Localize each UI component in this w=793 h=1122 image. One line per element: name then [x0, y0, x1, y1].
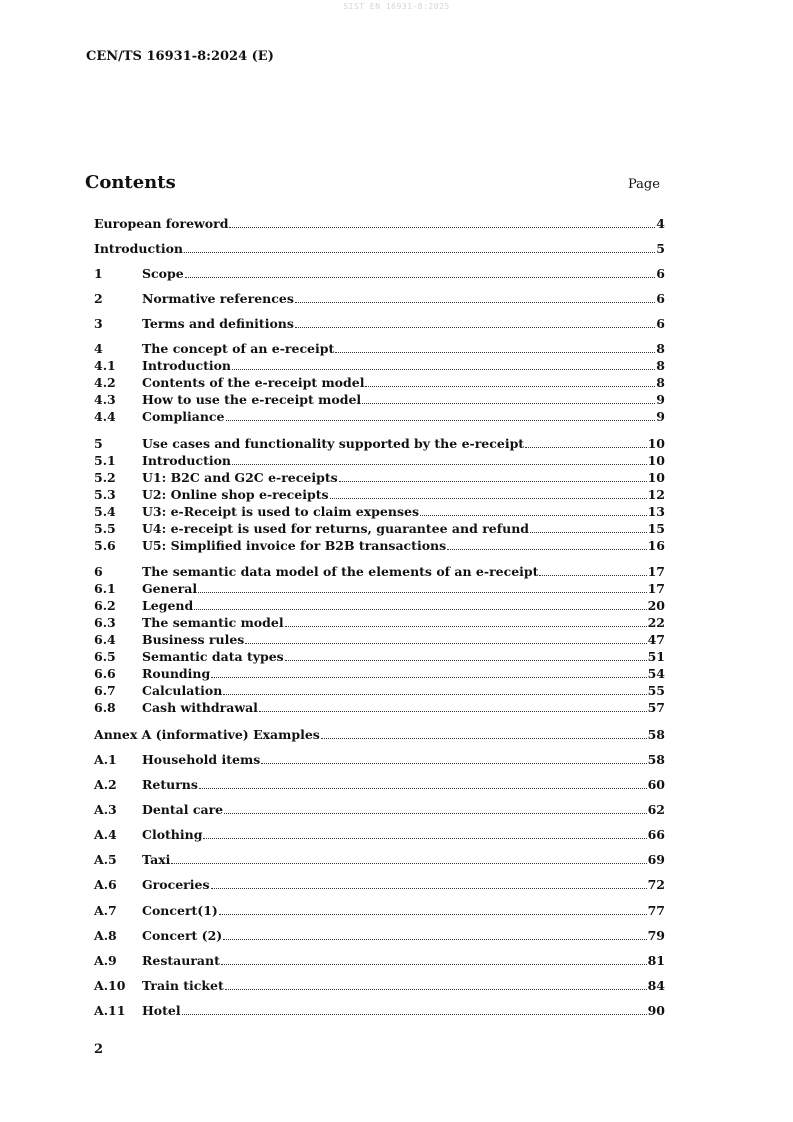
contents-heading: Contents [85, 172, 176, 193]
toc-dot-leader [194, 609, 646, 610]
toc-entry-number: 6.5 [94, 649, 116, 664]
toc-entry-title: Semantic data types [142, 649, 284, 664]
toc-entry-title: The concept of an e-receipt [142, 341, 335, 356]
toc-entry[interactable] [94, 598, 665, 614]
toc-entry-title: Clothing [142, 827, 203, 842]
toc-entry-title: U5: Simplified invoice for B2B transactions [142, 538, 447, 553]
toc-dot-leader [259, 711, 647, 712]
toc-entry[interactable] [94, 727, 665, 743]
toc-entry[interactable] [94, 358, 665, 374]
toc-entry-number: 5.6 [94, 538, 116, 553]
toc-dot-leader [223, 939, 646, 940]
toc-entry-number: 4.3 [94, 392, 116, 407]
toc-entry[interactable] [94, 700, 665, 716]
toc-entry[interactable] [94, 1003, 665, 1019]
toc-dot-leader [447, 549, 646, 550]
toc-entry[interactable] [94, 632, 665, 648]
toc-entry[interactable] [94, 375, 665, 391]
toc-dot-leader [219, 914, 647, 915]
toc-entry-title: Hotel [142, 1003, 181, 1018]
toc-entry[interactable] [94, 777, 665, 793]
toc-entry-page: 54 [647, 666, 665, 681]
toc-dot-leader [420, 515, 647, 516]
toc-entry-page: 90 [647, 1003, 665, 1018]
toc-entry-number: 5 [94, 436, 103, 451]
toc-entry-title: Business rules [142, 632, 245, 647]
toc-entry[interactable] [94, 877, 665, 893]
toc-entry-page: 51 [647, 649, 665, 664]
watermark-text: SIST EN 16931-8:2025 [343, 2, 450, 11]
toc-entry[interactable] [94, 392, 665, 408]
toc-entry-page: 58 [647, 752, 665, 767]
toc-entry-number: 5.3 [94, 487, 116, 502]
toc-entry[interactable] [94, 470, 665, 486]
toc-dot-leader [226, 420, 656, 421]
toc-entry-number: A.9 [94, 953, 117, 968]
toc-entry-title: Household items [142, 752, 261, 767]
toc-entry-title: Dental care [142, 802, 224, 817]
toc-entry-number: 3 [94, 316, 103, 331]
toc-entry[interactable] [94, 453, 665, 469]
toc-dot-leader [285, 626, 647, 627]
toc-entry-number: 6.3 [94, 615, 116, 630]
toc-entry-page: 66 [647, 827, 665, 842]
toc-entry-page: 6 [656, 266, 665, 281]
toc-dot-leader [539, 575, 646, 576]
toc-entry-page: 55 [647, 683, 665, 698]
toc-dot-leader [221, 964, 647, 965]
toc-entry-page: 6 [656, 291, 665, 306]
page-column-label: Page [628, 177, 660, 192]
toc-entry[interactable] [94, 538, 665, 554]
toc-dot-leader [295, 302, 655, 303]
toc-entry[interactable] [94, 581, 665, 597]
toc-dot-leader [171, 863, 646, 864]
toc-entry-page: 6 [656, 316, 665, 331]
toc-entry-number: 5.4 [94, 504, 116, 519]
toc-dot-leader [295, 327, 655, 328]
toc-entry[interactable] [94, 752, 665, 768]
toc-entry-page: 9 [656, 392, 665, 407]
toc-entry-title: Compliance [142, 409, 225, 424]
toc-entry[interactable] [94, 409, 665, 425]
toc-entry-page: 58 [647, 727, 665, 742]
toc-entry-title: Cash withdrawal [142, 700, 258, 715]
toc-entry-page: 8 [656, 341, 665, 356]
toc-entry-page: 12 [647, 487, 665, 502]
toc-entry-number: 5.2 [94, 470, 116, 485]
toc-entry[interactable] [94, 683, 665, 699]
toc-entry-title: Terms and definitions [142, 316, 294, 331]
toc-entry-title: Concert (2) [142, 928, 223, 943]
toc-entry[interactable] [94, 615, 665, 631]
page-number: 2 [94, 1042, 104, 1057]
toc-entry[interactable] [94, 649, 665, 665]
toc-entry-page: 72 [647, 877, 665, 892]
toc-entry-number: 4.1 [94, 358, 116, 373]
toc-entry-title: Legend [142, 598, 194, 613]
toc-entry-title: Normative references [142, 291, 294, 306]
toc-entry-number: 4.2 [94, 375, 116, 390]
toc-entry-page: 8 [656, 375, 665, 390]
toc-entry-title: Scope [142, 266, 184, 281]
toc-entry-page: 60 [647, 777, 665, 792]
toc-dot-leader [229, 227, 655, 228]
toc-entry[interactable] [94, 487, 665, 503]
toc-dot-leader [335, 352, 655, 353]
toc-entry[interactable] [94, 928, 665, 944]
toc-entry-title: Introduction [142, 453, 232, 468]
toc-entry-title: Taxi [142, 852, 171, 867]
toc-entry[interactable] [94, 903, 665, 919]
toc-dot-leader [362, 403, 655, 404]
toc-entry[interactable] [94, 241, 665, 257]
toc-entry-title: Calculation [142, 683, 223, 698]
toc-entry-title: How to use the e-receipt model [142, 392, 362, 407]
toc-entry-title: Train ticket [142, 978, 224, 993]
toc-entry[interactable] [94, 953, 665, 969]
document-id-header: CEN/TS 16931-8:2024 (E) [86, 49, 274, 64]
toc-entry-title: U4: e-receipt is used for returns, guarantee and refund [142, 521, 530, 536]
toc-entry[interactable] [94, 521, 665, 537]
toc-entry-page: 81 [647, 953, 665, 968]
toc-entry-number: 4.4 [94, 409, 116, 424]
toc-entry-page: 20 [647, 598, 665, 613]
toc-entry-number: A.2 [94, 777, 117, 792]
toc-entry-number: 1 [94, 266, 103, 281]
toc-entry-page: 16 [647, 538, 665, 553]
toc-entry-number: A.11 [94, 1003, 126, 1018]
toc-entry-page: 79 [647, 928, 665, 943]
toc-entry-page: 4 [656, 216, 665, 231]
toc-entry-page: 10 [647, 470, 665, 485]
toc-dot-leader [199, 788, 647, 789]
toc-entry-page: 10 [647, 436, 665, 451]
toc-dot-leader [224, 813, 646, 814]
toc-entry[interactable] [94, 564, 665, 580]
toc-dot-leader [223, 694, 646, 695]
toc-entry-page: 9 [656, 409, 665, 424]
toc-entry-title: Rounding [142, 666, 211, 681]
toc-entry-page: 15 [647, 521, 665, 536]
toc-entry-page: 13 [647, 504, 665, 519]
toc-entry-number: 6 [94, 564, 103, 579]
toc-dot-leader [321, 738, 647, 739]
toc-entry-number: 5.1 [94, 453, 116, 468]
toc-entry-page: 84 [647, 978, 665, 993]
toc-entry-number: 6.7 [94, 683, 116, 698]
toc-entry-number: 2 [94, 291, 103, 306]
toc-entry[interactable] [94, 316, 665, 332]
toc-entry-number: A.5 [94, 852, 117, 867]
toc-entry-number: 6.8 [94, 700, 116, 715]
toc-dot-leader [365, 386, 655, 387]
toc-entry-number: A.8 [94, 928, 117, 943]
toc-entry-title: Groceries [142, 877, 210, 892]
toc-entry-number: 6.4 [94, 632, 116, 647]
toc-entry-title: Introduction [142, 358, 232, 373]
toc-entry-page: 10 [647, 453, 665, 468]
toc-entry-title: Annex A (informative) Examples [94, 727, 320, 742]
toc-dot-leader [525, 447, 647, 448]
toc-entry[interactable] [94, 436, 665, 452]
toc-entry[interactable] [94, 852, 665, 868]
toc-entry-number: A.7 [94, 903, 117, 918]
toc-entry[interactable] [94, 341, 665, 357]
toc-entry-title: Use cases and functionality supported by the e-receipt [142, 436, 525, 451]
toc-entry-page: 17 [647, 564, 665, 579]
toc-dot-leader [339, 481, 647, 482]
toc-entry-title: Contents of the e-receipt model [142, 375, 365, 390]
toc-entry[interactable] [94, 266, 665, 282]
toc-entry-number: A.4 [94, 827, 117, 842]
toc-entry-title: Returns [142, 777, 198, 792]
toc-entry-number: 4 [94, 341, 103, 356]
toc-entry[interactable] [94, 504, 665, 520]
toc-entry-page: 22 [647, 615, 665, 630]
toc-dot-leader [225, 989, 647, 990]
toc-entry-title: European foreword [94, 216, 229, 231]
toc-entry[interactable] [94, 802, 665, 818]
toc-dot-leader [211, 677, 646, 678]
toc-entry-title: The semantic data model of the elements of an e-receipt [142, 564, 539, 579]
toc-entry[interactable] [94, 978, 665, 994]
toc-dot-leader [182, 1014, 647, 1015]
toc-dot-leader [211, 888, 647, 889]
toc-entry[interactable] [94, 666, 665, 682]
toc-entry-number: 6.1 [94, 581, 116, 596]
toc-dot-leader [203, 838, 646, 839]
toc-entry[interactable] [94, 291, 665, 307]
toc-dot-leader [330, 498, 647, 499]
toc-dot-leader [232, 369, 655, 370]
toc-entry-page: 47 [647, 632, 665, 647]
toc-dot-leader [232, 464, 647, 465]
toc-entry-page: 69 [647, 852, 665, 867]
toc-entry-number: A.3 [94, 802, 117, 817]
toc-entry-page: 5 [656, 241, 665, 256]
toc-entry[interactable] [94, 827, 665, 843]
toc-entry-page: 77 [647, 903, 665, 918]
toc-dot-leader [245, 643, 646, 644]
toc-entry-number: A.10 [94, 978, 126, 993]
toc-dot-leader [261, 763, 646, 764]
toc-entry-page: 57 [647, 700, 665, 715]
toc-dot-leader [184, 252, 655, 253]
toc-dot-leader [185, 277, 656, 278]
toc-entry-number: 6.6 [94, 666, 116, 681]
toc-entry-title: General [142, 581, 198, 596]
toc-entry[interactable] [94, 216, 665, 232]
toc-entry-title: Introduction [94, 241, 184, 256]
toc-entry-title: U3: e-Receipt is used to claim expenses [142, 504, 419, 519]
toc-dot-leader [530, 532, 647, 533]
toc-dot-leader [198, 592, 646, 593]
toc-entry-number: A.6 [94, 877, 117, 892]
toc-entry-page: 8 [656, 358, 665, 373]
toc-entry-title: Concert(1) [142, 903, 218, 918]
toc-dot-leader [285, 660, 647, 661]
toc-entry-title: The semantic model [142, 615, 284, 630]
toc-entry-number: 6.2 [94, 598, 116, 613]
toc-entry-number: 5.5 [94, 521, 116, 536]
toc-entry-page: 17 [647, 581, 665, 596]
toc-entry-page: 62 [647, 802, 665, 817]
toc-entry-title: U1: B2C and G2C e-receipts [142, 470, 338, 485]
toc-entry-number: A.1 [94, 752, 117, 767]
toc-entry-title: U2: Online shop e-receipts [142, 487, 329, 502]
toc-entry-title: Restaurant [142, 953, 220, 968]
